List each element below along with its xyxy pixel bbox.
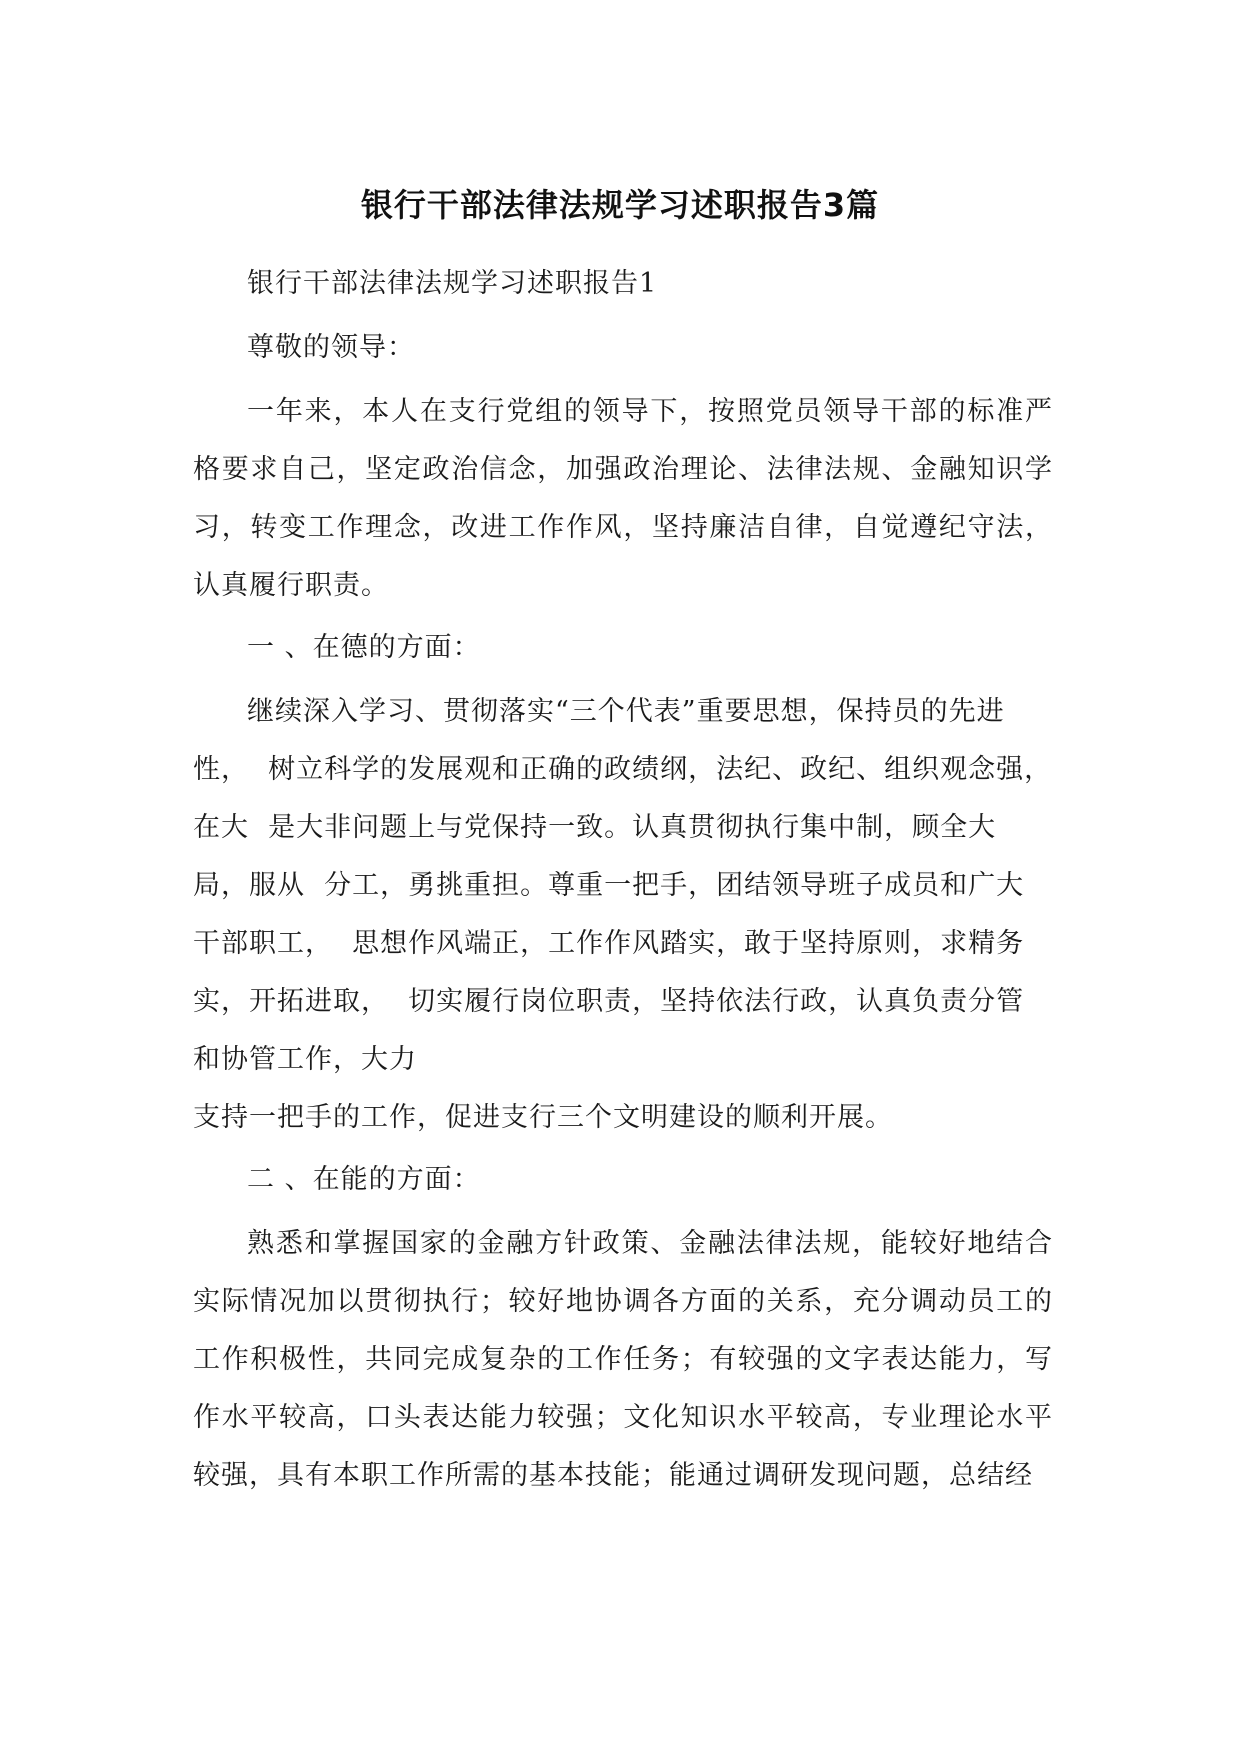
intro-paragraph: 一年来，本人在支行党组的领导下，按照党员领导干部的标准严格要求自己，坚定政治信念，加强政治理论、法律法规、金融知识学习，转变工作理念，改进工作作风，坚持廉洁自律，自觉遵纪守法，认真履行职责。 bbox=[193, 396, 1053, 601]
section2-heading: 二 、在能的方面： bbox=[247, 1164, 481, 1195]
section1-line: 局，服从 分工，勇挑重担。尊重一把手，团结领导班子成员和广大 bbox=[193, 870, 1025, 901]
section1-line: 实，开拓进取， 切实履行岗位职责，坚持依法行政，认真负责分管 bbox=[193, 986, 1025, 1017]
section1-line: 在大 是大非问题上与党保持一致。认真贯彻执行集中制，顾全大 bbox=[193, 812, 997, 843]
report-subtitle: 银行干部法律法规学习述职报告1 bbox=[247, 268, 658, 299]
section2-paragraph: 熟悉和掌握国家的金融方针政策、金融法律法规，能较好地结合实际情况加以贯彻执行；较好地协调各方面的关系，充分调动员工的工作积极性，共同完成复杂的工作任务；有较强的文字表达能力，写作水平较高，口头表达能力较强；文化知识水平较高，专业理论水平较强，具有本职工作所需的基本技能；能通过调研发现问题，总结经 bbox=[193, 1228, 1053, 1491]
section1-heading: 一 、在德的方面： bbox=[247, 632, 481, 663]
salutation: 尊敬的领导： bbox=[247, 332, 415, 363]
section1-line: 继续深入学习、贯彻落实“三个代表”重要思想，保持员的先进 bbox=[247, 696, 1005, 727]
section1-paragraph bbox=[193, 683, 1053, 1147]
document-title: 银行干部法律法规学习述职报告3篇 bbox=[360, 186, 880, 224]
section1-line: 干部职工， 思想作风端正，工作作风踏实，敢于坚持原则，求精务 bbox=[193, 928, 1025, 959]
section1-line: 性， 树立科学的发展观和正确的政绩纲，法纪、政纪、组织观念强， bbox=[193, 754, 1053, 785]
section1-line: 支持一把手的工作，促进支行三个文明建设的顺利开展。 bbox=[193, 1102, 893, 1133]
document-body bbox=[193, 255, 1053, 1509]
section1-line: 和协管工作，大力 bbox=[193, 1044, 417, 1075]
